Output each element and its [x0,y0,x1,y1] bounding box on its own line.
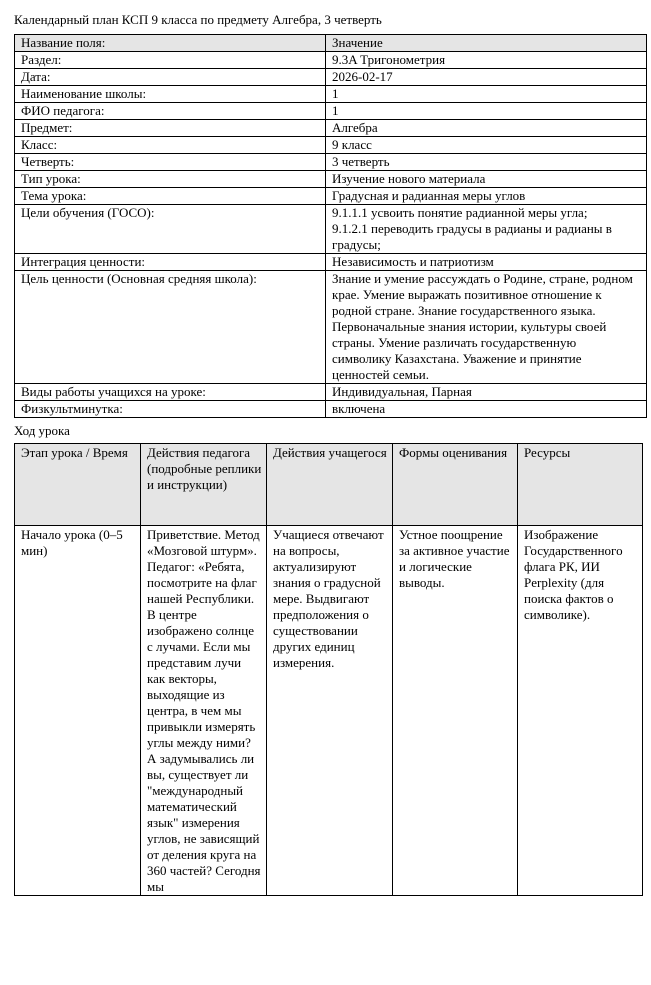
info-field-value: 1 [326,86,647,103]
assessment-cell: Устное поощрение за активное участие и логические выводы. [393,526,518,896]
column-header-assessment: Формы оценивания [393,444,518,526]
info-row-grade [15,137,647,154]
info-field-value: включена [326,401,647,418]
info-field-value: Алгебра [326,120,647,137]
info-field-value: 3 четверть [326,154,647,171]
column-header-resources: Ресурсы [518,444,643,526]
info-field-label: Тип урока: [15,171,326,188]
info-row-value-goal [15,271,647,384]
info-row-learning-goals [15,205,647,254]
info-field-label: Дата: [15,69,326,86]
info-field-value: Индивидуальная, Парная [326,384,647,401]
info-field-label: Предмет: [15,120,326,137]
info-row-section [15,52,647,69]
info-row-subject [15,120,647,137]
column-header-student-actions: Действия учащегося [267,444,393,526]
teacher-actions-cell: Приветствие. Метод «Мозговой штурм». Педагог: «Ребята, посмотрите на флаг нашей Республики. В центре изображено солнце с лучами. Если мы представим лучи как векторы, выходящие из центра, в чем мы привыкли измерять углы между ними? А задумывались ли вы, существует ли "международный математический язык" измерения углов, не зависящий от деления круга на 360 частей? Сегодня мы [141,526,267,896]
info-field-label: Тема урока: [15,188,326,205]
info-field-label: Класс: [15,137,326,154]
info-row-work-types [15,384,647,401]
info-field-value: Знание и умение рассуждать о Родине, стране, родном крае. Умение выражать позитивное отношение к родной стране. Знание государственного языка. Первоначальные знания истории, культуры своей страны. Умение различать государственную символику Казахстана. Уважение и принятие ценностей семьи. [326,271,647,384]
info-field-label: Цель ценности (Основная средняя школа): [15,271,326,384]
info-header-value: Значение [326,35,647,52]
info-row-school [15,86,647,103]
info-row-teacher [15,103,647,120]
info-row-quarter [15,154,647,171]
info-field-label: Виды работы учащихся на уроке: [15,384,326,401]
info-field-value: 9.3A Тригонометрия [326,52,647,69]
column-header-stage: Этап урока / Время [15,444,141,526]
document-title: Календарный план КСП 9 класса по предмету Алгебра, 3 четверть [14,12,382,27]
info-field-value: Градусная и радианная меры углов [326,188,647,205]
info-field-label: Физкультминутка: [15,401,326,418]
info-row-lesson-type [15,171,647,188]
lesson-progress-table [14,443,643,896]
info-field-label: Интеграция ценности: [15,254,326,271]
info-field-value: 1 [326,103,647,120]
info-field-label: ФИО педагога: [15,103,326,120]
info-table-header-row [15,35,647,52]
resources-cell: Изображение Государственного флага РК, ИИ Perplexity (для поиска фактов о символике). [518,526,643,896]
info-header-field: Название поля: [15,35,326,52]
lesson-progress-title: Ход урока [14,423,70,438]
lesson-table-header-row [15,444,643,526]
info-field-value: Независимость и патриотизм [326,254,647,271]
info-row-value-integration [15,254,647,271]
info-field-label: Раздел: [15,52,326,69]
info-row-lesson-topic [15,188,647,205]
column-header-teacher-actions: Действия педагога (подробные реплики и инструкции) [141,444,267,526]
info-field-label: Четверть: [15,154,326,171]
info-field-value: Изучение нового материала [326,171,647,188]
lesson-info-table [14,34,647,418]
info-field-label: Цели обучения (ГОСО): [15,205,326,254]
info-row-date [15,69,647,86]
info-field-value: 9.1.1.1 усвоить понятие радианной меры угла; 9.1.2.1 переводить градусы в радианы и радианы в градусы; [326,205,647,254]
info-field-value: 9 класс [326,137,647,154]
table-row [15,526,643,896]
stage-cell: Начало урока (0–5 мин) [15,526,141,896]
student-actions-cell: Учащиеся отвечают на вопросы, актуализируют знания о градусной мере. Выдвигают предположения о существовании других единиц измерения. [267,526,393,896]
info-field-label: Наименование школы: [15,86,326,103]
info-row-physical-break [15,401,647,418]
info-field-value: 2026-02-17 [326,69,647,86]
